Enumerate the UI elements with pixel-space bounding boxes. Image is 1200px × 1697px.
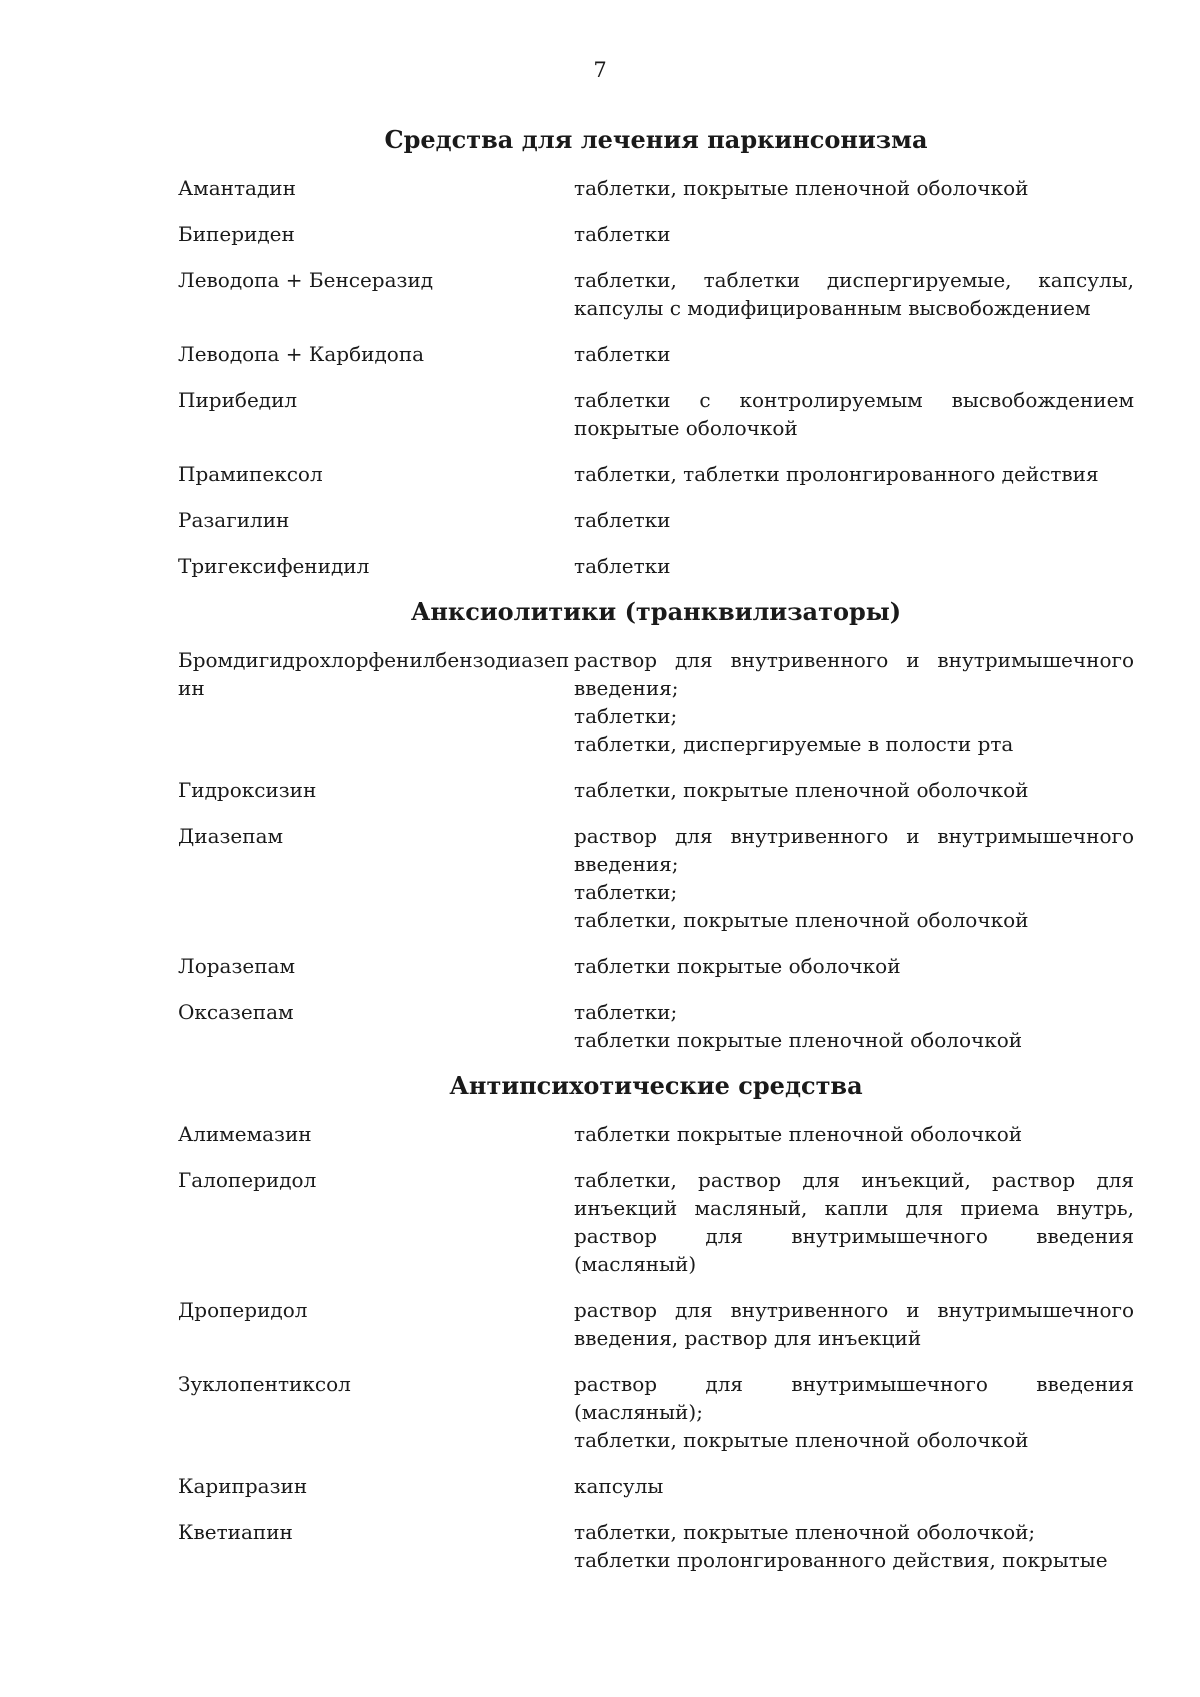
drug-name: Дроперидол xyxy=(178,1298,308,1322)
drug-row xyxy=(178,1120,1134,1148)
drug-row xyxy=(178,1472,1134,1500)
dosage-form-line: таблетки xyxy=(574,554,671,578)
section-title: Средства для лечения паркинсонизма xyxy=(384,125,928,154)
dosage-forms xyxy=(574,1370,1134,1454)
page-number: 7 xyxy=(593,58,607,82)
drug-name: Оксазепам xyxy=(178,1000,294,1024)
drug-name: Амантадин xyxy=(178,176,296,200)
drug-row xyxy=(178,1370,1134,1454)
dosage-forms xyxy=(574,1296,1134,1352)
dosage-form-line: раствор для внутривенного и внутримышечного введения; xyxy=(574,648,1134,700)
dosage-forms xyxy=(574,646,1134,758)
drug-row xyxy=(178,1166,1134,1278)
dosage-forms xyxy=(574,174,1134,202)
dosage-form-line: таблетки, покрытые пленочной оболочкой xyxy=(574,176,1029,200)
drug-row xyxy=(178,460,1134,488)
dosage-forms xyxy=(574,220,1134,248)
dosage-forms xyxy=(574,386,1134,442)
dosage-forms xyxy=(574,506,1134,534)
drug-name: Кветиапин xyxy=(178,1520,293,1544)
dosage-forms xyxy=(574,1166,1134,1278)
drug-name: Лоразепам xyxy=(178,954,296,978)
dosage-form-line: таблетки; xyxy=(574,1000,678,1024)
drug-row xyxy=(178,1518,1134,1574)
dosage-form-line: таблетки, раствор для инъекций, раствор для инъекций масляный, капли для приема внутрь, раствор для внутримышечного введения (масляный) xyxy=(574,1168,1134,1276)
dosage-form-line: таблетки, покрытые пленочной оболочкой xyxy=(574,1428,1029,1452)
dosage-forms xyxy=(574,998,1134,1054)
drug-name: Карипразин xyxy=(178,1474,308,1498)
dosage-form-line: таблетки покрытые оболочкой xyxy=(574,954,901,978)
dosage-form-line: таблетки покрытые пленочной оболочкой xyxy=(574,1028,1023,1052)
dosage-form-line: таблетки; xyxy=(574,880,678,904)
drug-name: Пирибедил xyxy=(178,388,298,412)
drug-name: Тригексифенидил xyxy=(178,554,370,578)
dosage-form-line: таблетки, покрытые пленочной оболочкой xyxy=(574,778,1029,802)
drug-row xyxy=(178,552,1134,580)
drug-name: Зуклопентиксол xyxy=(178,1372,351,1396)
dosage-forms xyxy=(574,1518,1134,1574)
dosage-form-line: таблетки xyxy=(574,342,671,366)
dosage-form-line: таблетки, таблетки диспергируемые, капсулы, капсулы с модифицированным высвобождением xyxy=(574,268,1134,320)
dosage-form-line: таблетки, таблетки пролонгированного действия xyxy=(574,462,1099,486)
drug-name: Галоперидол xyxy=(178,1168,317,1192)
drug-name: Бромдигидрохлорфенилбензодиазепин xyxy=(178,648,570,700)
dosage-form-line: капсулы xyxy=(574,1474,664,1498)
dosage-forms xyxy=(574,460,1134,488)
drug-name: Разагилин xyxy=(178,508,290,532)
dosage-form-line: таблетки xyxy=(574,508,671,532)
dosage-form-line: таблетки, диспергируемые в полости рта xyxy=(574,732,1014,756)
drug-name: Диазепам xyxy=(178,824,284,848)
drug-row xyxy=(178,340,1134,368)
dosage-form-line: таблетки, покрытые пленочной оболочкой xyxy=(574,908,1029,932)
drug-name: Леводопа + Карбидопа xyxy=(178,342,425,366)
dosage-form-line: таблетки с контролируемым высвобождением покрытые оболочкой xyxy=(574,388,1134,440)
dosage-form-line: раствор для внутримышечного введения (масляный); xyxy=(574,1372,1134,1424)
dosage-forms xyxy=(574,1472,1134,1500)
dosage-form-line: таблетки пролонгированного действия, покрытые xyxy=(574,1548,1108,1572)
dosage-forms xyxy=(574,776,1134,804)
drug-row xyxy=(178,174,1134,202)
drug-name: Алимемазин xyxy=(178,1122,312,1146)
drug-row xyxy=(178,822,1134,934)
dosage-forms xyxy=(574,340,1134,368)
drug-row xyxy=(178,266,1134,322)
drug-row xyxy=(178,1296,1134,1352)
dosage-forms xyxy=(574,266,1134,322)
dosage-forms xyxy=(574,952,1134,980)
drug-row xyxy=(178,386,1134,442)
drug-row xyxy=(178,952,1134,980)
dosage-forms xyxy=(574,822,1134,934)
drug-row xyxy=(178,220,1134,248)
drug-name: Бипериден xyxy=(178,222,295,246)
dosage-form-line: таблетки xyxy=(574,222,671,246)
drug-name: Прамипексол xyxy=(178,462,323,486)
drug-row xyxy=(178,776,1134,804)
dosage-form-line: таблетки; xyxy=(574,704,678,728)
dosage-forms xyxy=(574,552,1134,580)
drug-list xyxy=(178,126,1134,1592)
drug-name: Гидроксизин xyxy=(178,778,317,802)
dosage-form-line: таблетки, покрытые пленочной оболочкой; xyxy=(574,1520,1036,1544)
section-title: Анксиолитики (транквилизаторы) xyxy=(410,597,902,626)
dosage-form-line: раствор для внутривенного и внутримышечного введения, раствор для инъекций xyxy=(574,1298,1134,1350)
drug-name: Леводопа + Бенсеразид xyxy=(178,268,434,292)
dosage-forms xyxy=(574,1120,1134,1148)
drug-row xyxy=(178,506,1134,534)
drug-row xyxy=(178,998,1134,1054)
drug-row xyxy=(178,646,1134,758)
dosage-form-line: раствор для внутривенного и внутримышечного введения; xyxy=(574,824,1134,876)
dosage-form-line: таблетки покрытые пленочной оболочкой xyxy=(574,1122,1023,1146)
section-title: Антипсихотические средства xyxy=(449,1071,863,1100)
